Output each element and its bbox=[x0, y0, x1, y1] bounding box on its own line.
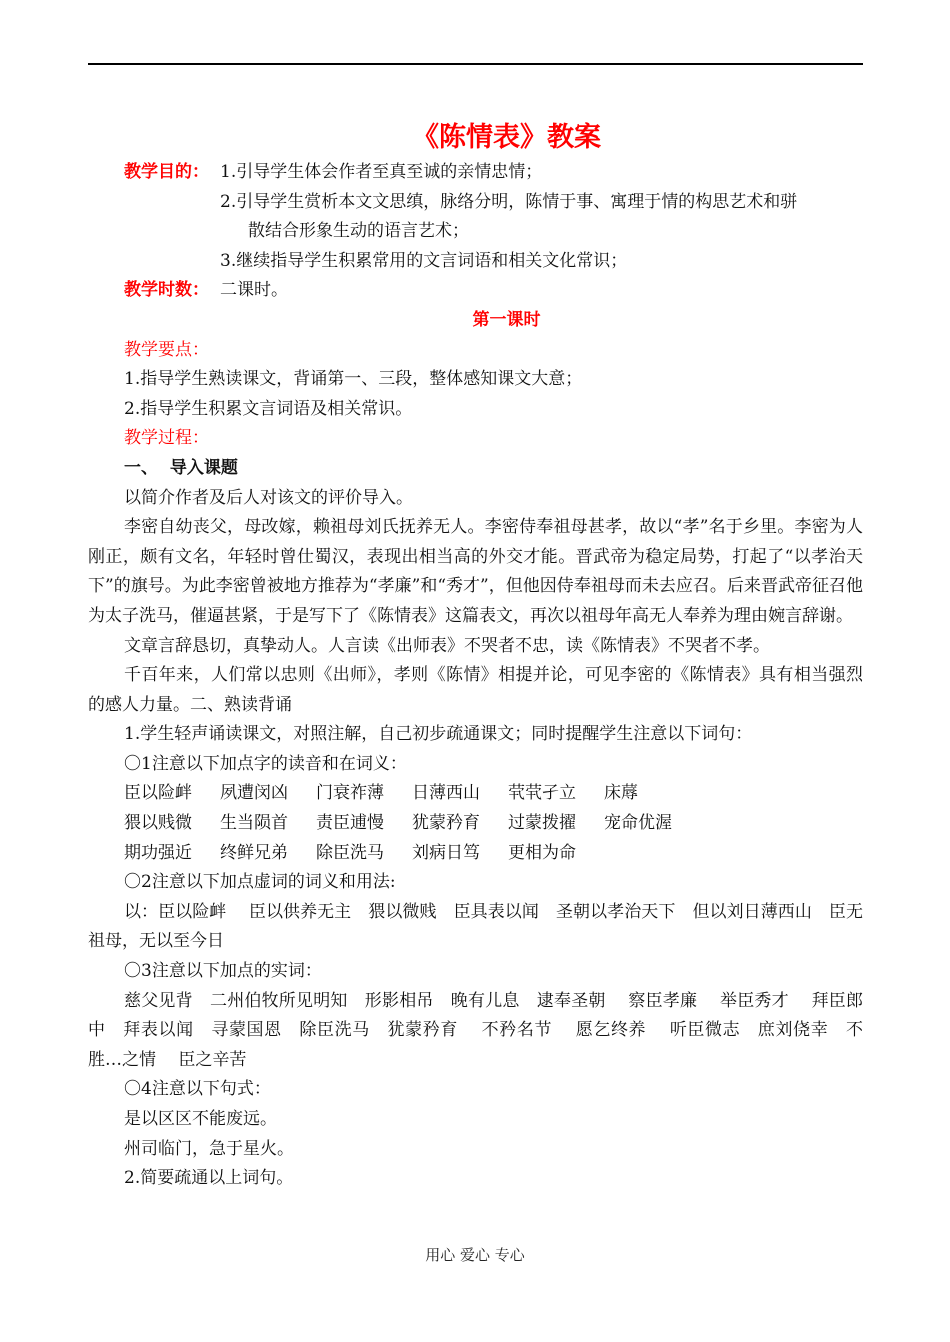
teaching-goals bbox=[88, 158, 863, 188]
teaching-goal-3: 3.继续指导学生积累常用的文言词语和相关文化常识； bbox=[220, 250, 628, 271]
teaching-goal-1: 1.引导学生体会作者至真至诚的亲情忠情； bbox=[220, 162, 543, 182]
key-point-2: 2.指导学生积累文言词语及相关常识。 bbox=[124, 398, 413, 419]
vocab-item: 夙遭闵凶 bbox=[220, 783, 288, 804]
vocab-item: 生当陨首 bbox=[220, 813, 288, 834]
lesson-title: 第一课时 bbox=[472, 309, 541, 330]
vocab-item: 责臣逋慢 bbox=[316, 813, 384, 834]
key-point-1: 1.指导学生熟读课文，背诵第一、三段，整体感知课文大意； bbox=[124, 369, 583, 390]
document-body bbox=[88, 118, 863, 1194]
teaching-goal-2-line2: 散结合形象生动的语言艺术； bbox=[248, 221, 469, 242]
vocab-item: 除臣洗马 bbox=[316, 842, 384, 863]
note-2-text: 以：臣以险衅 臣以供养无主 猥以微贱 臣具表以闻 圣朝以孝治天下 但以刘日薄西山 臣无祖母，无以至今日 bbox=[88, 901, 863, 952]
teaching-goal-2-line1: 2.引导学生赏析本文文思缜，脉络分明，陈情于事、寓理于情的构思艺术和骈 bbox=[220, 191, 798, 212]
note-2-label: 〇2注意以下加点虚词的词义和用法: bbox=[124, 872, 396, 893]
step-1: 1.学生轻声诵读课文，对照注解，自己初步疏通课文；同时提醒学生注意以下词句： bbox=[124, 724, 753, 745]
vocab-item: 犹蒙矜育 bbox=[412, 813, 480, 834]
vocab-item: 猥以贱微 bbox=[124, 813, 192, 834]
page-footer: 用心 爱心 专心 bbox=[425, 1246, 525, 1264]
teaching-hours-value: 二课时。 bbox=[220, 280, 288, 301]
vocab-item: 茕茕孑立 bbox=[508, 783, 576, 804]
vocab-item: 刘病日笃 bbox=[412, 842, 480, 863]
influence-paragraph: 千百年来，人们常以忠则《出师》，孝则《陈情》相提并论，可见李密的《陈情表》具有相当强烈的感人力量。二、熟读背诵 bbox=[88, 665, 863, 715]
teaching-hours bbox=[88, 276, 863, 306]
vocab-item: 臣以险衅 bbox=[124, 783, 192, 804]
vocab-item: 期功强近 bbox=[124, 842, 192, 863]
vocab-row-2 bbox=[88, 809, 863, 839]
vocab-row-1 bbox=[88, 779, 863, 809]
vocab-item: 宠命优渥 bbox=[604, 813, 672, 834]
teaching-hours-label: 教学时数： bbox=[124, 280, 209, 301]
evaluation-paragraph: 文章言辞恳切，真挚动人。人言读《出师表》不哭者不忠，读《陈情表》不哭者不孝。 bbox=[124, 635, 770, 656]
vocab-item: 日薄西山 bbox=[412, 783, 480, 804]
vocab-item: 过蒙拨擢 bbox=[508, 813, 576, 834]
process-label: 教学过程： bbox=[124, 428, 209, 449]
note-3-label: 〇3注意以下加点的实词： bbox=[124, 961, 322, 982]
header-rule bbox=[88, 63, 863, 65]
sentence-pattern-1: 是以区区不能废远。 bbox=[124, 1109, 277, 1129]
note-1-label: 〇1注意以下加点字的读音和在词义： bbox=[124, 753, 407, 774]
section-heading-intro: 一、 导入课题 bbox=[124, 457, 238, 478]
document-title: 《陈情表》教案 bbox=[412, 122, 601, 153]
sentence-pattern-2: 州司临门，急于星火。 bbox=[124, 1138, 294, 1159]
key-points-label: 教学要点： bbox=[124, 339, 209, 360]
teaching-goal-2 bbox=[88, 188, 863, 247]
vocab-item: 更相为命 bbox=[508, 842, 576, 863]
teaching-goals-label: 教学目的： bbox=[124, 162, 209, 182]
step-2: 2.简要疏通以上词句。 bbox=[124, 1168, 294, 1189]
intro-text: 以简介作者及后人对该文的评价导入。 bbox=[124, 487, 413, 508]
vocab-item: 床蓐 bbox=[604, 783, 638, 804]
vocab-row-3 bbox=[88, 839, 863, 869]
author-paragraph: 李密自幼丧父，母改嫁，赖祖母刘氏抚养无人。李密侍奉祖母甚孝，故以“孝”名于乡里。李密为人刚正，颇有文名，年轻时曾仕蜀汉，表现出相当高的外交才能。晋武帝为稳定局势，打起了“以孝治天下”的旗号。为此李密曾被地方推荐为“孝廉”和“秀才”，但他因侍奉祖母而未去应召。后来晋武帝征召他为太子洗马，催逼甚紧，于是写下了《陈情表》这篇表文，再次以祖母年高无人奉养为理由婉言辞谢。 bbox=[88, 517, 863, 626]
vocab-item: 门衰祚薄 bbox=[316, 783, 384, 804]
note-3-text: 慈父见背 二州伯牧所见明知 形影相吊 晚有儿息 逮奉圣朝 察臣孝廉 举臣秀才 拜臣郎中 拜表以闻 寻蒙国恩 除臣洗马 犹蒙矜育 不矜名节 愿乞终养 听臣微志 庶刘侥幸 不胜…之情 臣之辛苦 bbox=[88, 990, 863, 1070]
note-4-label: 〇4注意以下句式： bbox=[124, 1079, 271, 1100]
vocab-item: 终鲜兄弟 bbox=[220, 842, 288, 863]
